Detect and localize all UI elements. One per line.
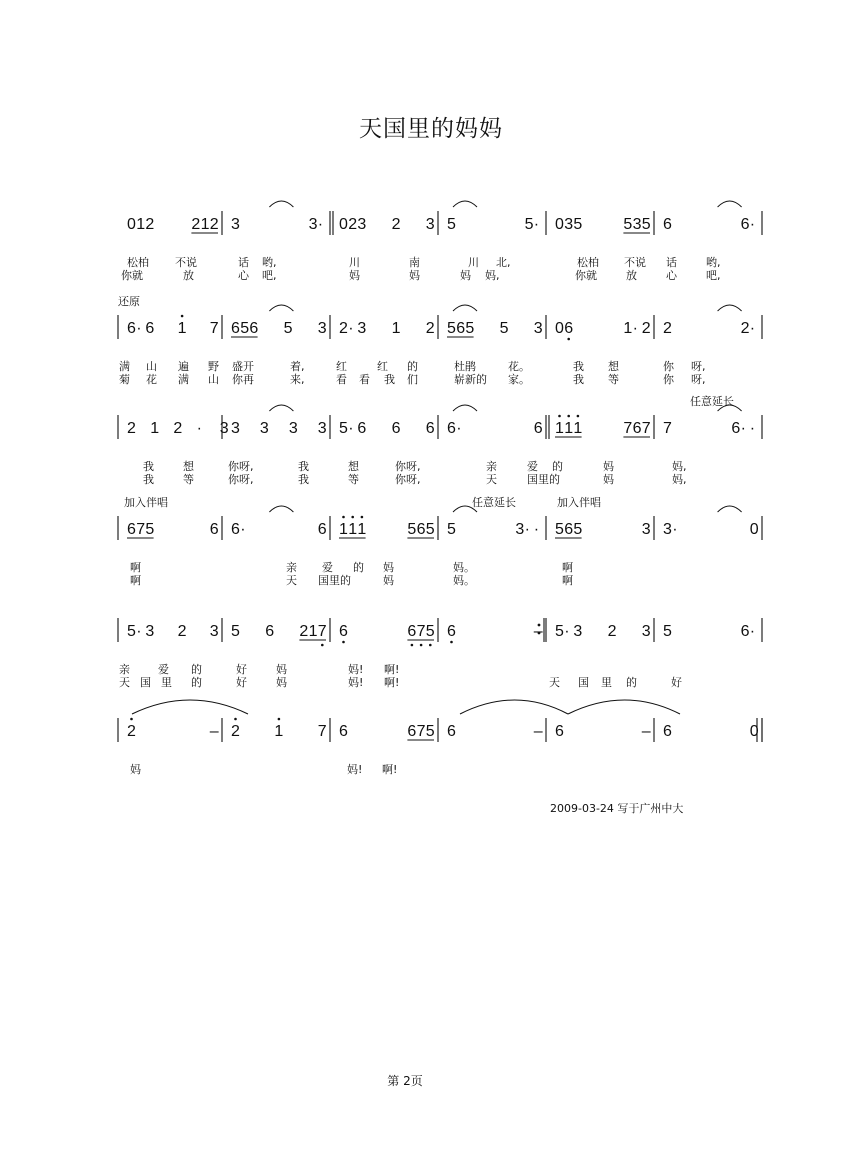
jianpu-note: 6 xyxy=(456,320,466,337)
octave-dot-high xyxy=(567,415,570,418)
jianpu-note: 2 xyxy=(607,623,617,640)
jianpu-note: 1 xyxy=(200,216,210,233)
jianpu-note: 5 xyxy=(447,521,456,538)
jianpu-note: · xyxy=(136,623,142,640)
jianpu-note: 2 xyxy=(177,623,187,640)
lyric-syllable: 等 xyxy=(183,473,194,486)
jianpu-note: 1 xyxy=(339,521,348,538)
jianpu-note: · xyxy=(533,216,540,233)
lyric-syllable: 北, xyxy=(496,256,511,269)
slur-arc xyxy=(269,506,293,512)
lyric-syllable: 我 xyxy=(384,373,395,386)
jianpu-note: 1 xyxy=(274,723,284,740)
octave-dot-low xyxy=(321,644,324,647)
lyric-syllable: 吧, xyxy=(262,269,277,282)
jianpu-note: 2 xyxy=(231,723,240,740)
jianpu-note: 2 xyxy=(145,216,155,233)
lyric-syllable: 的 xyxy=(407,360,418,373)
slur-arc xyxy=(718,305,742,311)
lyric-syllable: 花 xyxy=(146,373,157,386)
jianpu-note: 0 xyxy=(555,320,564,337)
tie-arc xyxy=(568,700,680,714)
jianpu-note: 6 xyxy=(564,521,574,538)
jianpu-note: – xyxy=(209,723,219,740)
lyric-syllable: 妈! xyxy=(348,663,364,676)
octave-dot-high xyxy=(278,718,281,721)
slur-arc xyxy=(269,201,293,207)
octave-dot-high xyxy=(130,718,133,721)
jianpu-note: 3 xyxy=(317,320,327,337)
octave-dot-high xyxy=(558,415,561,418)
lyric-syllable: 你呀, xyxy=(395,460,421,473)
jianpu-note: 7 xyxy=(317,723,327,740)
lyric-syllable: 国 xyxy=(140,676,151,689)
lyric-syllable: 的 xyxy=(626,676,637,689)
jianpu-note: 6 xyxy=(740,216,750,233)
lyric-syllable: 啊! xyxy=(384,676,400,689)
jianpu-note: 6 xyxy=(416,521,426,538)
jianpu-note: 7 xyxy=(136,521,146,538)
jianpu-note: 3 xyxy=(641,521,651,538)
lyric-syllable: 哟, xyxy=(706,256,721,269)
lyric-syllable: 我 xyxy=(298,460,309,473)
lyric-syllable: 啊 xyxy=(130,574,141,587)
slur-arc xyxy=(453,405,477,411)
jianpu-note: 5 xyxy=(555,623,564,640)
jianpu-note: 6 xyxy=(425,420,435,437)
lyric-syllable: 呀, xyxy=(691,373,706,386)
jianpu-note: 6 xyxy=(265,623,275,640)
lyric-syllable: 哟, xyxy=(262,256,277,269)
lyric-syllable: 妈 xyxy=(460,269,471,282)
lyric-syllable: 我 xyxy=(143,473,154,486)
lyric-syllable: 红 xyxy=(377,360,388,373)
jianpu-note: · xyxy=(348,320,354,337)
lyric-syllable: 我 xyxy=(573,360,584,373)
jianpu-note: 6 xyxy=(447,723,456,740)
jianpu-note: 1 xyxy=(136,216,146,233)
jianpu-note: 5 xyxy=(425,623,435,640)
jianpu-note: 2 xyxy=(391,216,401,233)
lyric-syllable: 你 xyxy=(663,360,674,373)
lyric-syllable: 松柏 xyxy=(127,256,149,269)
jianpu-note: 5 xyxy=(339,420,348,437)
lyric-syllable: 来, xyxy=(290,373,305,386)
octave-dot-high xyxy=(234,718,237,721)
jianpu-note: 6 xyxy=(339,723,348,740)
jianpu-note: · xyxy=(672,521,678,538)
jianpu-note: 6 xyxy=(231,521,240,538)
lyric-syllable: 亲 xyxy=(286,561,297,574)
jianpu-note: – xyxy=(533,723,543,740)
jianpu-note: 5 xyxy=(425,521,435,538)
lyric-syllable: 妈 xyxy=(383,574,394,587)
jianpu-note: 3 xyxy=(641,623,651,640)
lyric-syllable: 着, xyxy=(290,360,305,373)
jianpu-note: 5 xyxy=(283,320,293,337)
performance-direction: 加入伴唱 xyxy=(557,496,601,509)
octave-dot-low xyxy=(420,644,423,647)
jianpu-note: 3 xyxy=(515,521,525,538)
jianpu-note: 6 xyxy=(447,420,456,437)
jianpu-note: 6 xyxy=(731,420,741,437)
jianpu-note: 3 xyxy=(308,216,318,233)
jianpu-note: · xyxy=(749,623,756,640)
composition-credit: 2009-03-24 写于广州中大 xyxy=(550,802,684,815)
lyric-syllable: 等 xyxy=(608,373,619,386)
jianpu-note: · xyxy=(749,320,756,337)
lyric-syllable: 话 xyxy=(666,256,677,269)
lyric-syllable: 国里的 xyxy=(318,574,351,587)
lyric-syllable: 的 xyxy=(191,663,202,676)
jianpu-note: 5 xyxy=(447,216,456,233)
jianpu-note: 3 xyxy=(259,420,269,437)
jianpu-note: 3 xyxy=(357,320,367,337)
jianpu-note: 1 xyxy=(150,420,160,437)
song-title: 天国里的妈妈 xyxy=(359,116,503,142)
jianpu-note: 0 xyxy=(339,216,348,233)
lyric-syllable: 们 xyxy=(407,373,418,386)
jianpu-note: 6 xyxy=(564,320,574,337)
lyric-syllable: 妈 xyxy=(409,269,420,282)
jianpu-note: 6 xyxy=(533,420,543,437)
jianpu-note: 0 xyxy=(127,216,136,233)
lyric-syllable: 不说 xyxy=(175,256,197,269)
jianpu-note: 5 xyxy=(524,216,534,233)
jianpu-note: 7 xyxy=(623,420,633,437)
jianpu-note: 3 xyxy=(632,216,642,233)
jianpu-note: 0 xyxy=(749,723,759,740)
lyric-syllable: 菊 xyxy=(119,373,130,386)
lyric-syllable: 杜鹃 xyxy=(454,360,476,373)
jianpu-note: 6 xyxy=(447,623,456,640)
jianpu-note: 1 xyxy=(391,320,401,337)
jianpu-note: · xyxy=(533,521,540,538)
lyric-syllable: 啊 xyxy=(562,574,573,587)
lyric-syllable: 好 xyxy=(236,663,247,676)
jianpu-note: 5 xyxy=(231,623,240,640)
jianpu-note: 5 xyxy=(663,623,672,640)
slur-arc xyxy=(269,305,293,311)
lyric-syllable: 看 xyxy=(336,373,347,386)
jianpu-note: 1 xyxy=(357,521,367,538)
lyric-syllable: 你 xyxy=(663,373,674,386)
lyric-syllable: 妈 xyxy=(383,561,394,574)
lyric-syllable: 家。 xyxy=(508,373,530,386)
lyric-syllable: 想 xyxy=(348,460,359,473)
octave-dot-high xyxy=(361,516,364,519)
lyric-syllable: 妈! xyxy=(348,676,364,689)
jianpu-note: 1 xyxy=(555,420,564,437)
octave-dot-high xyxy=(577,415,580,418)
jianpu-note: 6 xyxy=(145,320,155,337)
jianpu-note: 7 xyxy=(416,723,426,740)
lyric-syllable: 妈。 xyxy=(453,574,475,587)
slur-arc xyxy=(453,305,477,311)
jianpu-note: 6 xyxy=(407,723,417,740)
jianpu-note: 2 xyxy=(641,320,651,337)
octave-dot-high xyxy=(342,516,345,519)
octave-dot-low xyxy=(429,644,432,647)
lyric-syllable: 好 xyxy=(236,676,247,689)
lyric-syllable: 妈 xyxy=(349,269,360,282)
jianpu-note: 2 xyxy=(191,216,201,233)
jianpu-note: 7 xyxy=(641,420,651,437)
jianpu-note: · xyxy=(740,420,746,437)
lyric-syllable: 心 xyxy=(238,269,249,282)
jianpu-note: 5 xyxy=(623,216,633,233)
jianpu-note: 1 xyxy=(348,521,358,538)
lyric-syllable: 妈! xyxy=(347,763,363,776)
lyric-syllable: 国 xyxy=(578,676,589,689)
lyric-syllable: 你就 xyxy=(575,269,597,282)
jianpu-note: 5 xyxy=(641,216,651,233)
lyric-syllable: 满 xyxy=(178,373,189,386)
jianpu-note: 3 xyxy=(209,623,219,640)
jianpu-note: 5 xyxy=(465,320,475,337)
jianpu-note: 5 xyxy=(573,216,583,233)
lyric-syllable: 妈, xyxy=(672,460,687,473)
lyric-syllable: 山 xyxy=(208,373,219,386)
lyric-syllable: 呀, xyxy=(691,360,706,373)
lyric-syllable: 妈, xyxy=(485,269,500,282)
jianpu-note: 5 xyxy=(555,521,564,538)
jianpu-note: 6 xyxy=(317,521,327,538)
lyric-syllable: 里 xyxy=(161,676,172,689)
lyric-syllable: 天 xyxy=(486,473,497,486)
lyric-syllable: 啊 xyxy=(130,561,141,574)
performance-direction: 任意延长 xyxy=(472,496,516,509)
lyric-syllable: 的 xyxy=(191,676,202,689)
lyric-syllable: 山 xyxy=(146,360,157,373)
lyric-syllable: 啊 xyxy=(562,561,573,574)
jianpu-note: 5 xyxy=(145,521,155,538)
jianpu-note: · xyxy=(317,216,324,233)
jianpu-note: · xyxy=(564,623,570,640)
octave-dot-low xyxy=(342,641,345,644)
lyric-syllable: 妈 xyxy=(276,676,287,689)
jianpu-note: 2 xyxy=(127,420,136,437)
jianpu-note: 6 xyxy=(357,420,367,437)
lyric-syllable: 放 xyxy=(183,269,194,282)
jianpu-note: 3 xyxy=(533,320,543,337)
jianpu-note: 2 xyxy=(348,216,358,233)
jianpu-note: 1 xyxy=(564,420,574,437)
jianpu-note: 2 xyxy=(173,420,183,437)
lyric-syllable: 你呀, xyxy=(228,460,254,473)
octave-dot-low xyxy=(567,338,570,341)
jianpu-note: 5 xyxy=(447,320,456,337)
jianpu-note: 2 xyxy=(299,623,309,640)
jianpu-note: · xyxy=(749,216,756,233)
lyric-syllable: 里 xyxy=(601,676,612,689)
slur-arc xyxy=(718,201,742,207)
lyric-syllable: 花。 xyxy=(508,360,530,373)
jianpu-note: 6 xyxy=(127,521,136,538)
jianpu-note: 6 xyxy=(249,320,259,337)
tie-arc xyxy=(460,700,568,714)
lyric-syllable: 爱 xyxy=(158,663,169,676)
lyric-syllable: 爱 xyxy=(527,460,538,473)
octave-dot-high xyxy=(351,516,354,519)
jianpu-note: · xyxy=(632,320,638,337)
lyric-syllable: 遍 xyxy=(178,360,189,373)
octave-dot-low xyxy=(411,644,414,647)
lyric-syllable: 你再 xyxy=(232,373,254,386)
jianpu-note: 3 xyxy=(288,420,298,437)
lyric-syllable: 吧, xyxy=(706,269,721,282)
lyric-syllable: 野 xyxy=(208,360,219,373)
jianpu-note: 3 xyxy=(663,521,672,538)
jianpu-note: 5 xyxy=(499,320,509,337)
jianpu-note: 5 xyxy=(425,723,435,740)
performance-direction: 任意延长 xyxy=(690,395,734,408)
lyric-syllable: 啊! xyxy=(382,763,398,776)
lyric-syllable: 崭新的 xyxy=(454,373,487,386)
lyric-syllable: 你就 xyxy=(121,269,143,282)
jianpu-note: 2 xyxy=(127,723,136,740)
lyric-syllable: 我 xyxy=(298,473,309,486)
lyric-syllable: 妈 xyxy=(130,763,141,776)
jianpu-note: · xyxy=(524,521,530,538)
lyric-syllable: 妈 xyxy=(276,663,287,676)
jianpu-note: · xyxy=(348,420,354,437)
lyric-syllable: 想 xyxy=(608,360,619,373)
jianpu-note: 5 xyxy=(240,320,250,337)
jianpu-note: · xyxy=(136,320,142,337)
jianpu-note: 5 xyxy=(407,521,417,538)
jianpu-note: 6 xyxy=(663,723,672,740)
lyric-syllable: 亲 xyxy=(486,460,497,473)
lyric-syllable: 话 xyxy=(238,256,249,269)
lyric-syllable: 天 xyxy=(119,676,130,689)
jianpu-note: 3 xyxy=(564,216,574,233)
jianpu-note: 2 xyxy=(339,320,348,337)
jianpu-note: 0 xyxy=(555,216,564,233)
jianpu-note: 3 xyxy=(219,420,229,437)
lyric-syllable: 妈。 xyxy=(453,561,475,574)
jianpu-note: 6 xyxy=(407,623,417,640)
jianpu-note: 6 xyxy=(555,723,564,740)
performance-direction: 加入伴唱 xyxy=(124,496,168,509)
jianpu-note: 3 xyxy=(231,420,240,437)
jianpu-note: 7 xyxy=(209,320,219,337)
jianpu-note: · xyxy=(749,420,756,437)
jianpu-note: 3 xyxy=(231,216,240,233)
lyric-syllable: 妈 xyxy=(603,473,614,486)
lyric-syllable: 国里的 xyxy=(527,473,560,486)
lyric-syllable: 你呀, xyxy=(395,473,421,486)
jianpu-note: · xyxy=(240,521,246,538)
slur-arc xyxy=(269,405,293,411)
jianpu-note: 6 xyxy=(391,420,401,437)
lyric-syllable: 川 xyxy=(468,256,479,269)
lyric-syllable: 天 xyxy=(549,676,560,689)
lyric-syllable: 爱 xyxy=(322,561,333,574)
jianpu-note: 1 xyxy=(623,320,633,337)
lyric-syllable: 妈, xyxy=(672,473,687,486)
lyric-syllable: 天 xyxy=(286,574,297,587)
octave-dot-high xyxy=(181,315,184,318)
lyric-syllable: 南 xyxy=(409,256,420,269)
lyric-syllable: 放 xyxy=(626,269,637,282)
jianpu-note: · xyxy=(196,420,202,437)
jianpu-note: 6 xyxy=(632,420,642,437)
tie-arc xyxy=(132,700,248,714)
jianpu-note: 1 xyxy=(573,420,583,437)
jianpu-note: 2 xyxy=(663,320,672,337)
jianpu-note: 6 xyxy=(127,320,136,337)
lyric-syllable: 不说 xyxy=(624,256,646,269)
jianpu-note: 0 xyxy=(749,521,759,538)
page-number: 第 2页 xyxy=(387,1074,423,1088)
jianpu-note: 5 xyxy=(127,623,136,640)
lyric-syllable: 的 xyxy=(552,460,563,473)
jianpu-note: 5 xyxy=(573,521,583,538)
lyric-syllable: 啊! xyxy=(384,663,400,676)
jianpu-note: – xyxy=(533,623,543,640)
lyric-syllable: 想 xyxy=(183,460,194,473)
jianpu-note: 3 xyxy=(317,420,327,437)
lyric-syllable: 盛开 xyxy=(232,360,254,373)
jianpu-note: 3 xyxy=(573,623,583,640)
jianpu-note: 6 xyxy=(231,320,240,337)
jianpu-note: 7 xyxy=(663,420,672,437)
jianpu-note: 2 xyxy=(425,320,435,337)
lyric-syllable: 我 xyxy=(143,460,154,473)
lyric-syllable: 的 xyxy=(353,561,364,574)
jianpu-note: 1 xyxy=(177,320,187,337)
jianpu-note: 1 xyxy=(308,623,318,640)
lyric-syllable: 等 xyxy=(348,473,359,486)
jianpu-note: – xyxy=(641,723,651,740)
lyric-syllable: 松柏 xyxy=(577,256,599,269)
jianpu-note: 2 xyxy=(209,216,219,233)
lyric-syllable: 川 xyxy=(349,256,360,269)
jianpu-note: 2 xyxy=(740,320,750,337)
jianpu-note: 6 xyxy=(209,521,219,538)
jianpu-note: 6 xyxy=(663,216,672,233)
jianpu-note: 3 xyxy=(425,216,435,233)
lyric-syllable: 妈 xyxy=(603,460,614,473)
lyric-syllable: 心 xyxy=(666,269,677,282)
jianpu-note: 6 xyxy=(740,623,750,640)
performance-direction: 还原 xyxy=(118,295,140,308)
lyric-syllable: 亲 xyxy=(119,663,130,676)
slur-arc xyxy=(453,201,477,207)
lyric-syllable: 看 xyxy=(359,373,370,386)
jianpu-note: · xyxy=(456,420,462,437)
jianpu-note: 7 xyxy=(416,623,426,640)
jianpu-note: 3 xyxy=(357,216,367,233)
octave-dot-low xyxy=(450,641,453,644)
lyric-syllable: 好 xyxy=(671,676,682,689)
slur-arc xyxy=(718,506,742,512)
jianpu-note: 7 xyxy=(317,623,327,640)
lyric-syllable: 我 xyxy=(573,373,584,386)
lyric-syllable: 红 xyxy=(336,360,347,373)
lyric-syllable: 满 xyxy=(119,360,130,373)
jianpu-note: 6 xyxy=(339,623,348,640)
jianpu-note: 3 xyxy=(145,623,155,640)
lyric-syllable: 你呀, xyxy=(228,473,254,486)
